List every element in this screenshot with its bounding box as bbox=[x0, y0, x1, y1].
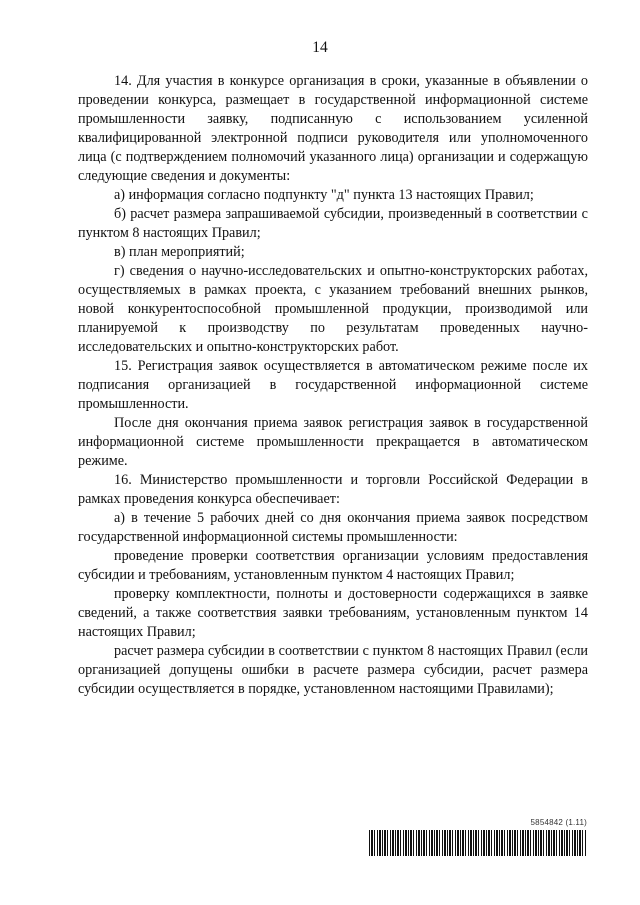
page-number: 14 bbox=[312, 39, 328, 56]
document-stamp bbox=[369, 818, 587, 858]
stamp-id: 5854842 (1.11) bbox=[530, 818, 587, 827]
paragraph-16-a-2: проверку комплектности, полноты и достоверности содержащихся в заявке сведений, а также соответствия заявки требованиям, установленным пунктом 14 настоящих Правил; bbox=[78, 586, 588, 640]
paragraph-14-v: в) план мероприятий; bbox=[114, 244, 245, 260]
paragraph-16-a-1: проведение проверки соответствия организации условиям предоставления субсидии и требованиям, установленным пунктом 4 настоящих Правил; bbox=[78, 548, 588, 583]
paragraph-16: 16. Министерство промышленности и торговли Российской Федерации в рамках проведения конкурса обеспечивает: bbox=[78, 472, 588, 507]
paragraph-15: 15. Регистрация заявок осуществляется в автоматическом режиме после их подписания организацией в государственной информационной системе промышленности. bbox=[78, 358, 588, 412]
paragraph-16-a-3: расчет размера субсидии в соответствии с пунктом 8 настоящих Правил (если организацией допущены ошибки в расчете размера субсидии, расчет размера субсидии осуществляется в порядке, установленном настоящими Правилами); bbox=[78, 643, 588, 697]
paragraph-15-cont: После дня окончания приема заявок регистрация заявок в государственной информационной системе промышленности прекращается в автоматическом режиме. bbox=[78, 415, 588, 469]
paragraph-14-g: г) сведения о научно-исследовательских и опытно-конструкторских работах, осуществляемых в рамках проекта, с указанием требований внешних рынков, новой конкурентоспособной промышленной продукции, производимой или планируемой к производству по результатам проведенных научно-исследовательских и опытно-конструкторских работ. bbox=[78, 263, 588, 355]
barcode-icon bbox=[369, 830, 587, 856]
document-body bbox=[78, 72, 588, 699]
paragraph-14-b: б) расчет размера запрашиваемой субсидии, произведенный в соответствии с пунктом 8 настоящих Правил; bbox=[78, 206, 588, 241]
paragraph-14: 14. Для участия в конкурсе организация в сроки, указанные в объявлении о проведении конкурса, размещает в государственной информационной системе промышленности заявку, подписанную с использованием усиленной квалифицированной электронной подписи руководителя или уполномоченного лица (с подтверждением полномочий указанного лица) организации и содержащую следующие сведения и документы: bbox=[78, 73, 588, 184]
paragraph-14-a: а) информация согласно подпункту "д" пункта 13 настоящих Правил; bbox=[114, 187, 534, 203]
paragraph-16-a: а) в течение 5 рабочих дней со дня окончания приема заявок посредством государственной информационной системы промышленности: bbox=[78, 510, 588, 545]
